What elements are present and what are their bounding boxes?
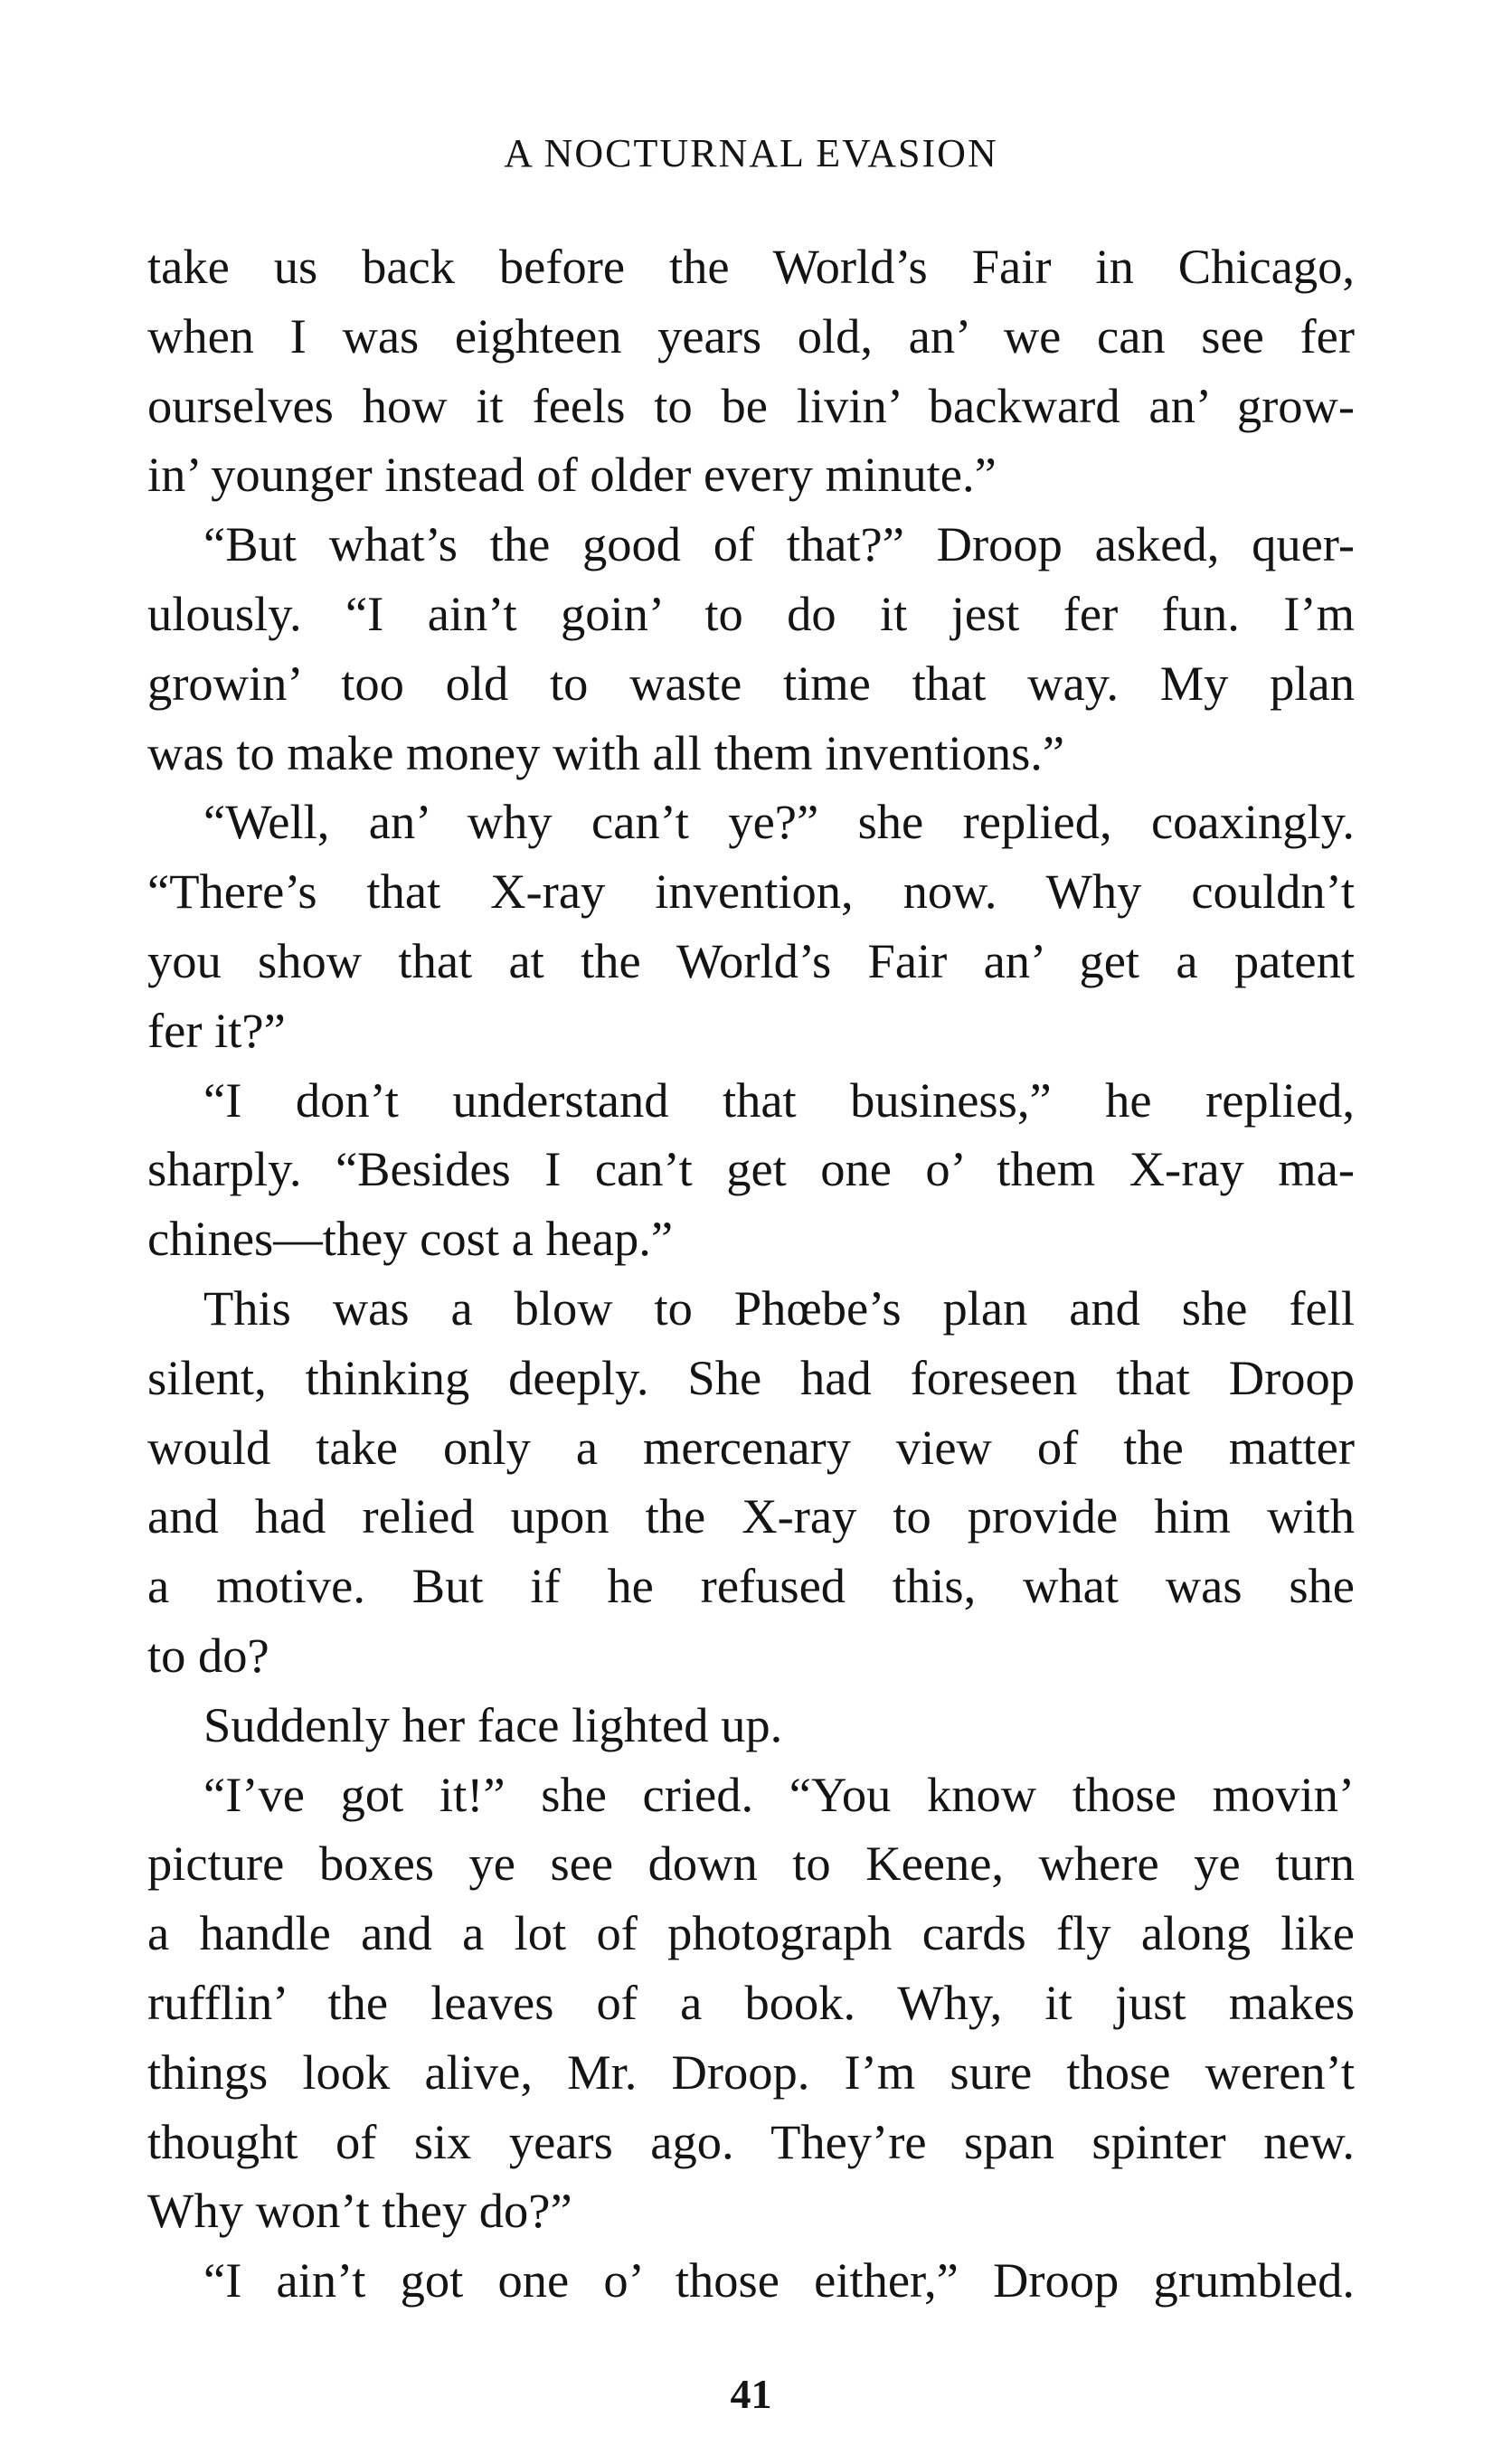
text-line: things look alive, Mr. Droop. I’m sure those weren’t (147, 2044, 1355, 2100)
text-line: would take only a mercenary view of the matter (147, 1419, 1355, 1475)
text-line: Suddenly her face lighted up. (203, 1696, 783, 1752)
text-line: Why won’t they do?” (147, 2183, 572, 2239)
text-line: when I was eighteen years old, an’ we can see fer (147, 307, 1355, 363)
running-head: A NOCTURNAL EVASION (504, 131, 998, 175)
text-line: growin’ too old to waste time that way. My plan (147, 655, 1355, 711)
body-text (147, 232, 1355, 2316)
text-line: and had relied upon the X-ray to provide him with (147, 1488, 1355, 1544)
text-line: you show that at the World’s Fair an’ get a patent (147, 932, 1355, 988)
text-line: silent, thinking deeply. She had foreseen that Droop (147, 1349, 1355, 1405)
text-line: picture boxes ye see down to Keene, where ye turn (147, 1836, 1355, 1892)
text-line: to do? (147, 1627, 269, 1683)
text-line: “There’s that X-ray invention, now. Why couldn’t (147, 864, 1355, 920)
text-line: rufflin’ the leaves of a book. Why, it just makes (147, 1974, 1355, 2030)
text-line: “I’ve got it!” she cried. “You know those movin’ (203, 1766, 1355, 1822)
text-line: take us back before the World’s Fair in Chicago, (147, 239, 1355, 294)
text-line: a motive. But if he refused this, what was she (147, 1558, 1355, 1614)
text-line: was to make money with all them inventions.” (147, 724, 1065, 780)
text-line: a handle and a lot of photograph cards fly along like (147, 1905, 1355, 1961)
text-line: chines—they cost a heap.” (147, 1211, 674, 1267)
text-line: “But what’s the good of that?” Droop asked, quer- (203, 516, 1355, 572)
text-line: “Well, an’ why can’t ye?” she replied, coaxingly. (203, 794, 1355, 850)
text-line: ulously. “I ain’t goin’ to do it jest fer fun. I’m (147, 585, 1355, 641)
text-line: fer it?” (147, 1002, 286, 1058)
text-line: thought of six years ago. They’re span spinter new. (147, 2113, 1355, 2169)
text-line: sharply. “Besides I can’t get one o’ them X-ray ma- (147, 1141, 1355, 1197)
text-line: ourselves how it feels to be livin’ backward an’ grow- (147, 377, 1355, 433)
text-line: This was a blow to Phœbe’s plan and she fell (203, 1279, 1355, 1336)
text-line: “I don’t understand that business,” he replied, (203, 1072, 1355, 1128)
text-line: “I ain’t got one o’ those either,” Droop grumbled. (203, 2252, 1355, 2308)
text-line: in’ younger instead of older every minute.” (147, 447, 997, 503)
page-number: 41 (730, 2371, 772, 2417)
